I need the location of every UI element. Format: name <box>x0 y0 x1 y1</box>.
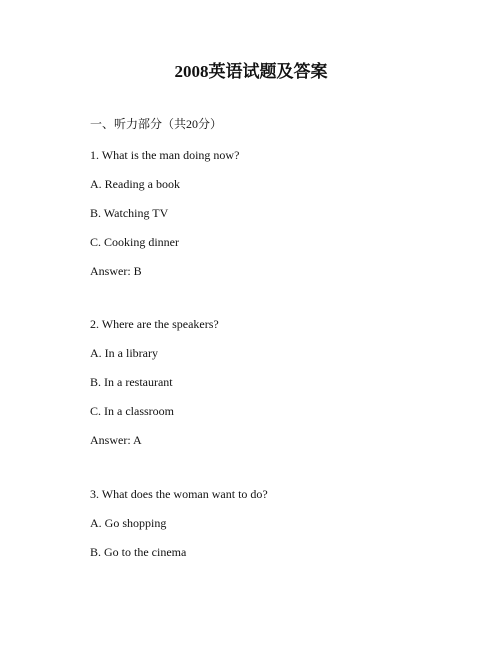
question-2-option-c: C. In a classroom <box>90 404 174 418</box>
question-1-text: 1. What is the man doing now? <box>90 148 240 162</box>
question-2-option-b: B. In a restaurant <box>90 375 173 389</box>
document-title: 2008英语试题及答案 <box>174 62 328 81</box>
question-3-option-a: A. Go shopping <box>90 516 167 530</box>
question-1-option-a: A. Reading a book <box>90 177 180 191</box>
question-2-answer: Answer: A <box>90 433 142 447</box>
question-1-option-b: B. Watching TV <box>90 206 169 220</box>
question-3-option-b: B. Go to the cinema <box>90 545 187 559</box>
question-1-answer: Answer: B <box>90 264 142 278</box>
question-2-option-a: A. In a library <box>90 346 158 360</box>
question-2-text: 2. Where are the speakers? <box>90 317 219 331</box>
question-3-text: 3. What does the woman want to do? <box>90 487 268 501</box>
section-heading: 一、听力部分（共20分） <box>90 117 223 131</box>
question-1-option-c: C. Cooking dinner <box>90 235 179 249</box>
